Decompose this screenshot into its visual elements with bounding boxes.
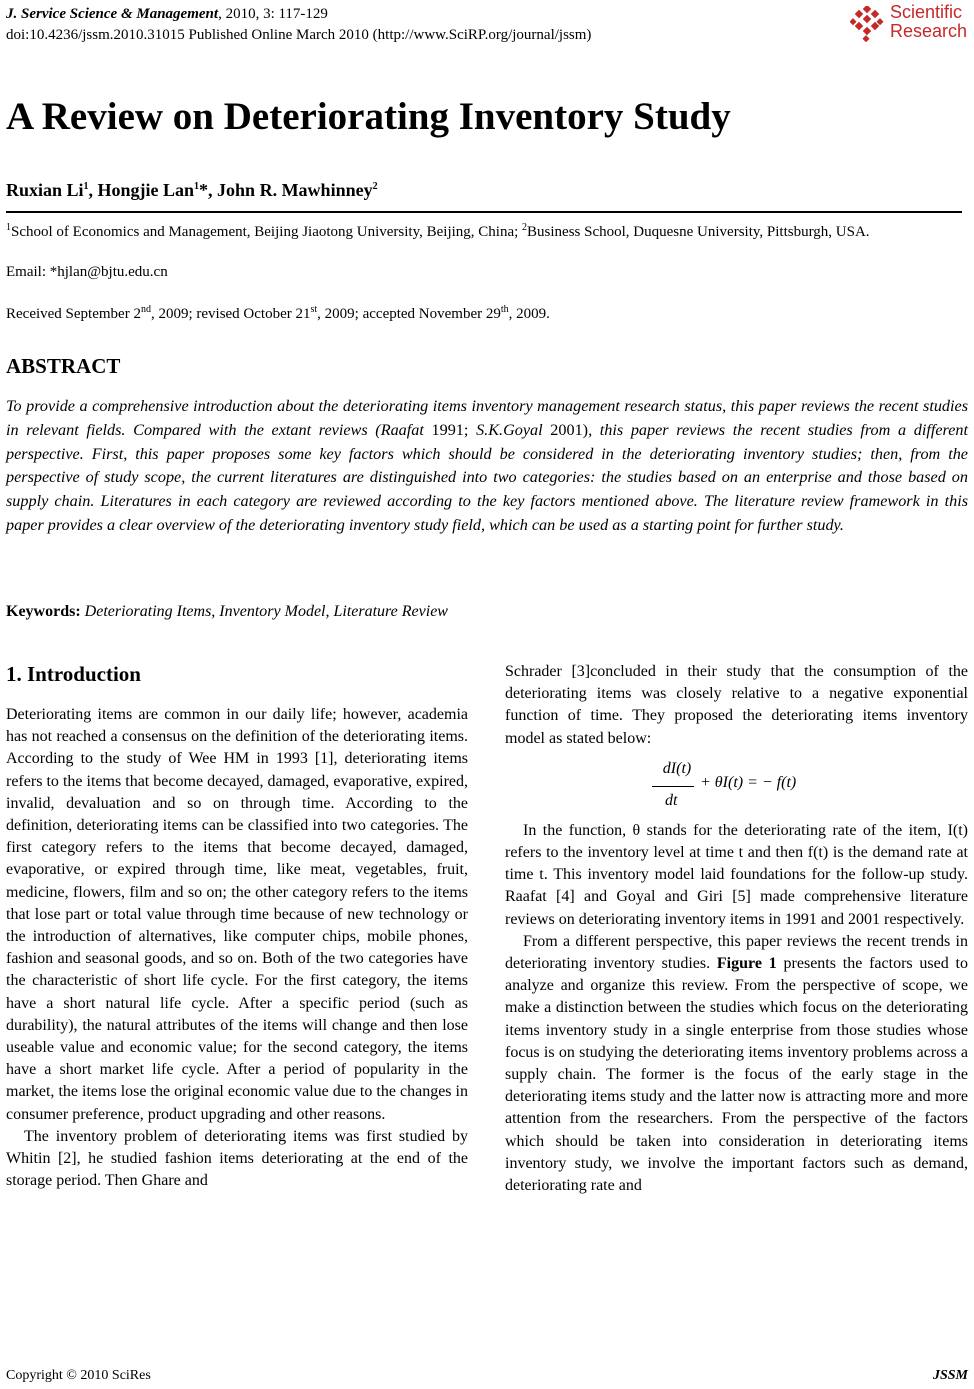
affil-2-mark: 2	[522, 222, 528, 233]
doi-line: doi:10.4236/jssm.2010.31015 Published Online March 2010 (http://www.SciRP.org/journal/jssm)	[6, 27, 592, 43]
publisher-logo	[850, 2, 972, 46]
journal-abbreviation: JSSM	[932, 1368, 968, 1383]
left-column	[6, 704, 468, 1192]
author-2-affil: 1	[194, 181, 200, 192]
right-column	[505, 661, 968, 1197]
affil-1-mark: 1	[6, 222, 11, 233]
received-text-1: Received September 2	[6, 306, 141, 322]
header-divider	[6, 211, 962, 213]
intro-paragraph-5	[505, 931, 968, 1197]
inventory-equation	[505, 750, 968, 820]
author-2: , Hongjie Lan	[88, 180, 195, 200]
equation-rhs: + θI(t) = − f(t)	[700, 773, 797, 791]
journal-citation: , 2010, 3: 117-129	[218, 6, 328, 22]
abstract-heading: ABSTRACT	[6, 354, 121, 378]
journal-name: J. Service Science & Management	[6, 6, 219, 22]
received-dates	[6, 306, 550, 323]
affil-2: Business School, Duquesne University, Pittsburgh, USA.	[527, 224, 870, 240]
author-1: Ruxian Li	[6, 180, 84, 200]
keywords-label: Keywords	[6, 603, 76, 620]
scientific-research-logo-icon	[850, 6, 886, 42]
affiliations	[6, 222, 968, 243]
contact-email: Email: *hjlan@bjtu.edu.cn	[6, 264, 168, 280]
intro-paragraph-2: The inventory problem of deteriorating items was first studied by Whitin [2], he studied fashion items deteriorating at the end of the storage period. Then Ghare and	[6, 1127, 468, 1190]
abstract-year-2: 2001)	[542, 420, 589, 439]
received-sup-2: st	[310, 304, 318, 315]
author-1-affil: 1	[83, 181, 89, 192]
equation-denominator: dt	[665, 791, 678, 809]
logo-line-2: Research	[890, 21, 968, 41]
abstract-text-2: , this paper reviews the recent studies from a different perspective. First, this paper proposes some key factors which should be considered in the deteriorating inventory studies; then, from the perspective of study scope, the current literatures are distinguished into two categories: the studies based on an enterprise and those based on supply chain. Literatures in each category are reviewed according to the key factors mentioned above. The literature review framework in this paper provides a clear overview of the deteriorating inventory study field, which can be used as a starting point for further study.	[6, 420, 969, 534]
equation-fraction-bar	[652, 786, 694, 787]
received-sup-1: nd	[140, 304, 151, 315]
logo-line-1: Scientific	[890, 2, 963, 22]
equation-numerator: dI(t)	[662, 759, 692, 777]
abstract-text-1: To provide a comprehensive introduction about the deteriorating items inventory management research status, this paper reviews the recent studies in relevant fields. Compared with the extant reviews (	[6, 397, 968, 439]
intro-paragraph-3: Schrader [3]concluded in their study that the consumption of the deteriorating items was closely relative to a negative exponential function of time. They proposed the deteriorating items inventory model as stated below:	[505, 663, 968, 747]
journal-header	[6, 4, 591, 46]
keywords	[6, 603, 448, 621]
received-text-2: , 2009; revised October 21	[150, 306, 311, 322]
keywords-sep: :	[75, 603, 85, 620]
abstract-ref-2: S.K.Goyal	[476, 420, 543, 439]
author-3: *, John R. Mawhinney	[199, 180, 373, 200]
received-text-4: , 2009.	[508, 306, 550, 322]
abstract-year-1: 1991;	[423, 420, 477, 439]
intro-p5-text-2: presents the factors used to analyze and organize this review. From the perspective of scope, we make a distinction between the studies which focus on the deteriorating items inventory study in a single enterprise from those studies whose focus is on studying the deteriorating items inventory problems across a supply chain. The former is the focus of the early stage in the deteriorating items study and the latter now is attracting more and more attention from the researchers. From the perspective of the factors which should be taken into consideration in deteriorating items inventory study, we involve the important factors such as demand, deteriorating rate and	[505, 955, 968, 1195]
received-sup-3: th	[500, 304, 509, 315]
abstract-body	[6, 395, 968, 538]
author-3-affil: 2	[372, 181, 378, 192]
author-list	[6, 180, 378, 201]
figure-1-ref: Figure 1	[716, 955, 777, 973]
section-heading-introduction: 1. Introduction	[6, 662, 141, 686]
intro-p5-text-1: From a different perspective, this paper reviews the recent trends in deteriorating inventory studies.	[505, 932, 968, 973]
intro-paragraph-1: Deteriorating items are common in our daily life; however, academia has not reached a consensus on the definition of the deteriorating items. According to the study of Wee HM in 1993 [1], deteriorating items refers to the items that become decayed, damaged, evaporative, expired, invalid, devaluation and so on through time. According to the definition, deteriorating items can be classified into two categories. The first category refers to the items that become decayed, damaged, evaporative, or expired through time, like meat, vegetables, fruit, medicine, flowers, film and so on; the other category refers to the items that lose part or total value through time because of new technology or the introduction of alternatives, like computer chips, mobile phones, fashion and seasonal goods, and so on. Both of the two categories have the characteristic of short life cycle. For the first category, the items have a short natural life cycle. After a specific period (such as durability), the natural attributes of the items will change and then lose useable value and economic value; for the second category, the items have a short market life cycle. After a period of popularity in the market, the items lose the original economic value due to the changes in consumer preference, product upgrading and other reasons.	[6, 706, 468, 1123]
intro-paragraph-4: In the function, θ stands for the deteriorating rate of the item, I(t) refers to the inventory level at time t and then f(t) is the demand rate at time t. This inventory model laid foundations for the follow-up study. Raafat [4] and Goyal and Giri [5] made comprehensive literature reviews on deteriorating inventory items in 1991 and 2001 respectively.	[505, 821, 968, 928]
affil-1: School of Economics and Management, Beijing Jiaotong University, Beijing, China;	[11, 224, 523, 240]
paper-title: A Review on Deteriorating Inventory Study	[6, 95, 731, 138]
received-text-3: , 2009; accepted November 29	[317, 306, 501, 322]
copyright: Copyright © 2010 SciRes	[6, 1368, 151, 1383]
keywords-text: Deteriorating Items, Inventory Model, Literature Review	[84, 603, 448, 620]
page-footer	[6, 1368, 968, 1384]
abstract-ref-1: Raafat	[380, 420, 424, 439]
